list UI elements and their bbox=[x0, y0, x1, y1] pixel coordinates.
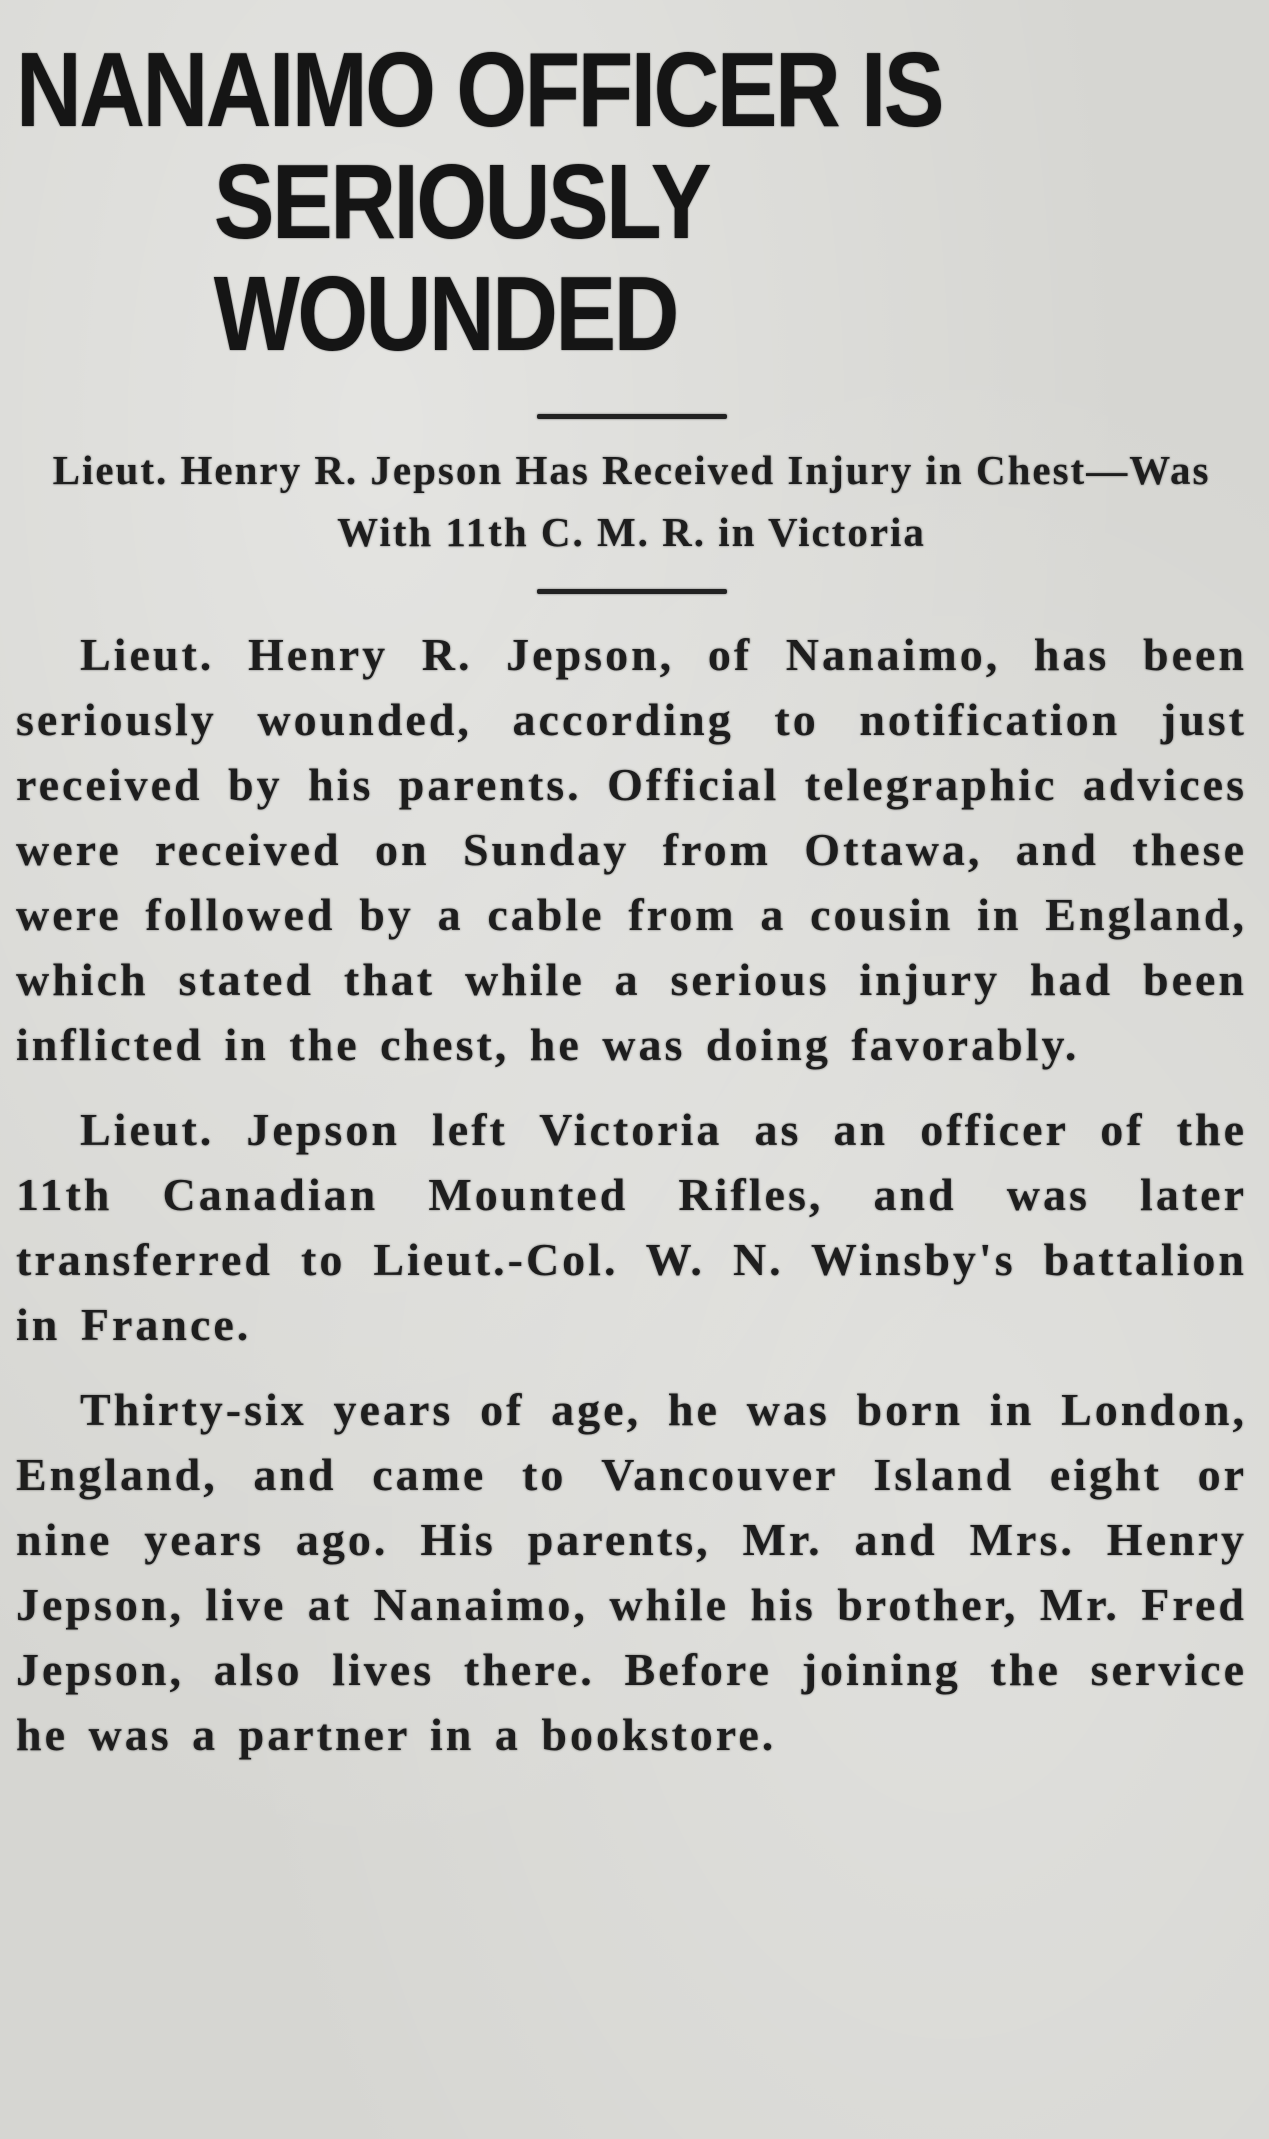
headline-line-1: NANAIMO OFFICER IS bbox=[16, 31, 942, 149]
subheadline: Lieut. Henry R. Jepson Has Received Injury in Chest—Was With 11th C. M. R. in Victoria bbox=[52, 447, 1211, 555]
article-paragraph: Lieut. Henry R. Jepson, of Nanaimo, has been seriously wounded, according to notification just received by his parents. Official telegraphic advices were received on Sunday from Ottawa, and these were followed by a cable from a cousin in England, which stated that while a serious injury had been inflicted in the chest, he was doing favorably. bbox=[16, 629, 1247, 1070]
divider-rule bbox=[537, 414, 727, 419]
article-paragraph: Lieut. Jepson left Victoria as an officer of the 11th Canadian Mounted Rifles, and was later transferred to Lieut.-Col. W. N. Winsby's battalion in France. bbox=[16, 1104, 1247, 1350]
headline bbox=[16, 31, 1075, 373]
article-body bbox=[16, 622, 1247, 1767]
article-paragraph: Thirty-six years of age, he was born in London, England, and came to Vancouver Island eight or nine years ago. His parents, Mr. and Mrs. Henry Jepson, live at Nanaimo, while his brother, Mr. Fred Jepson, also lives there. Before joining the service he was a partner in a bookstore. bbox=[16, 1384, 1247, 1760]
headline-line-2: SERIOUSLY WOUNDED bbox=[213, 143, 708, 373]
divider-rule bbox=[537, 589, 727, 594]
